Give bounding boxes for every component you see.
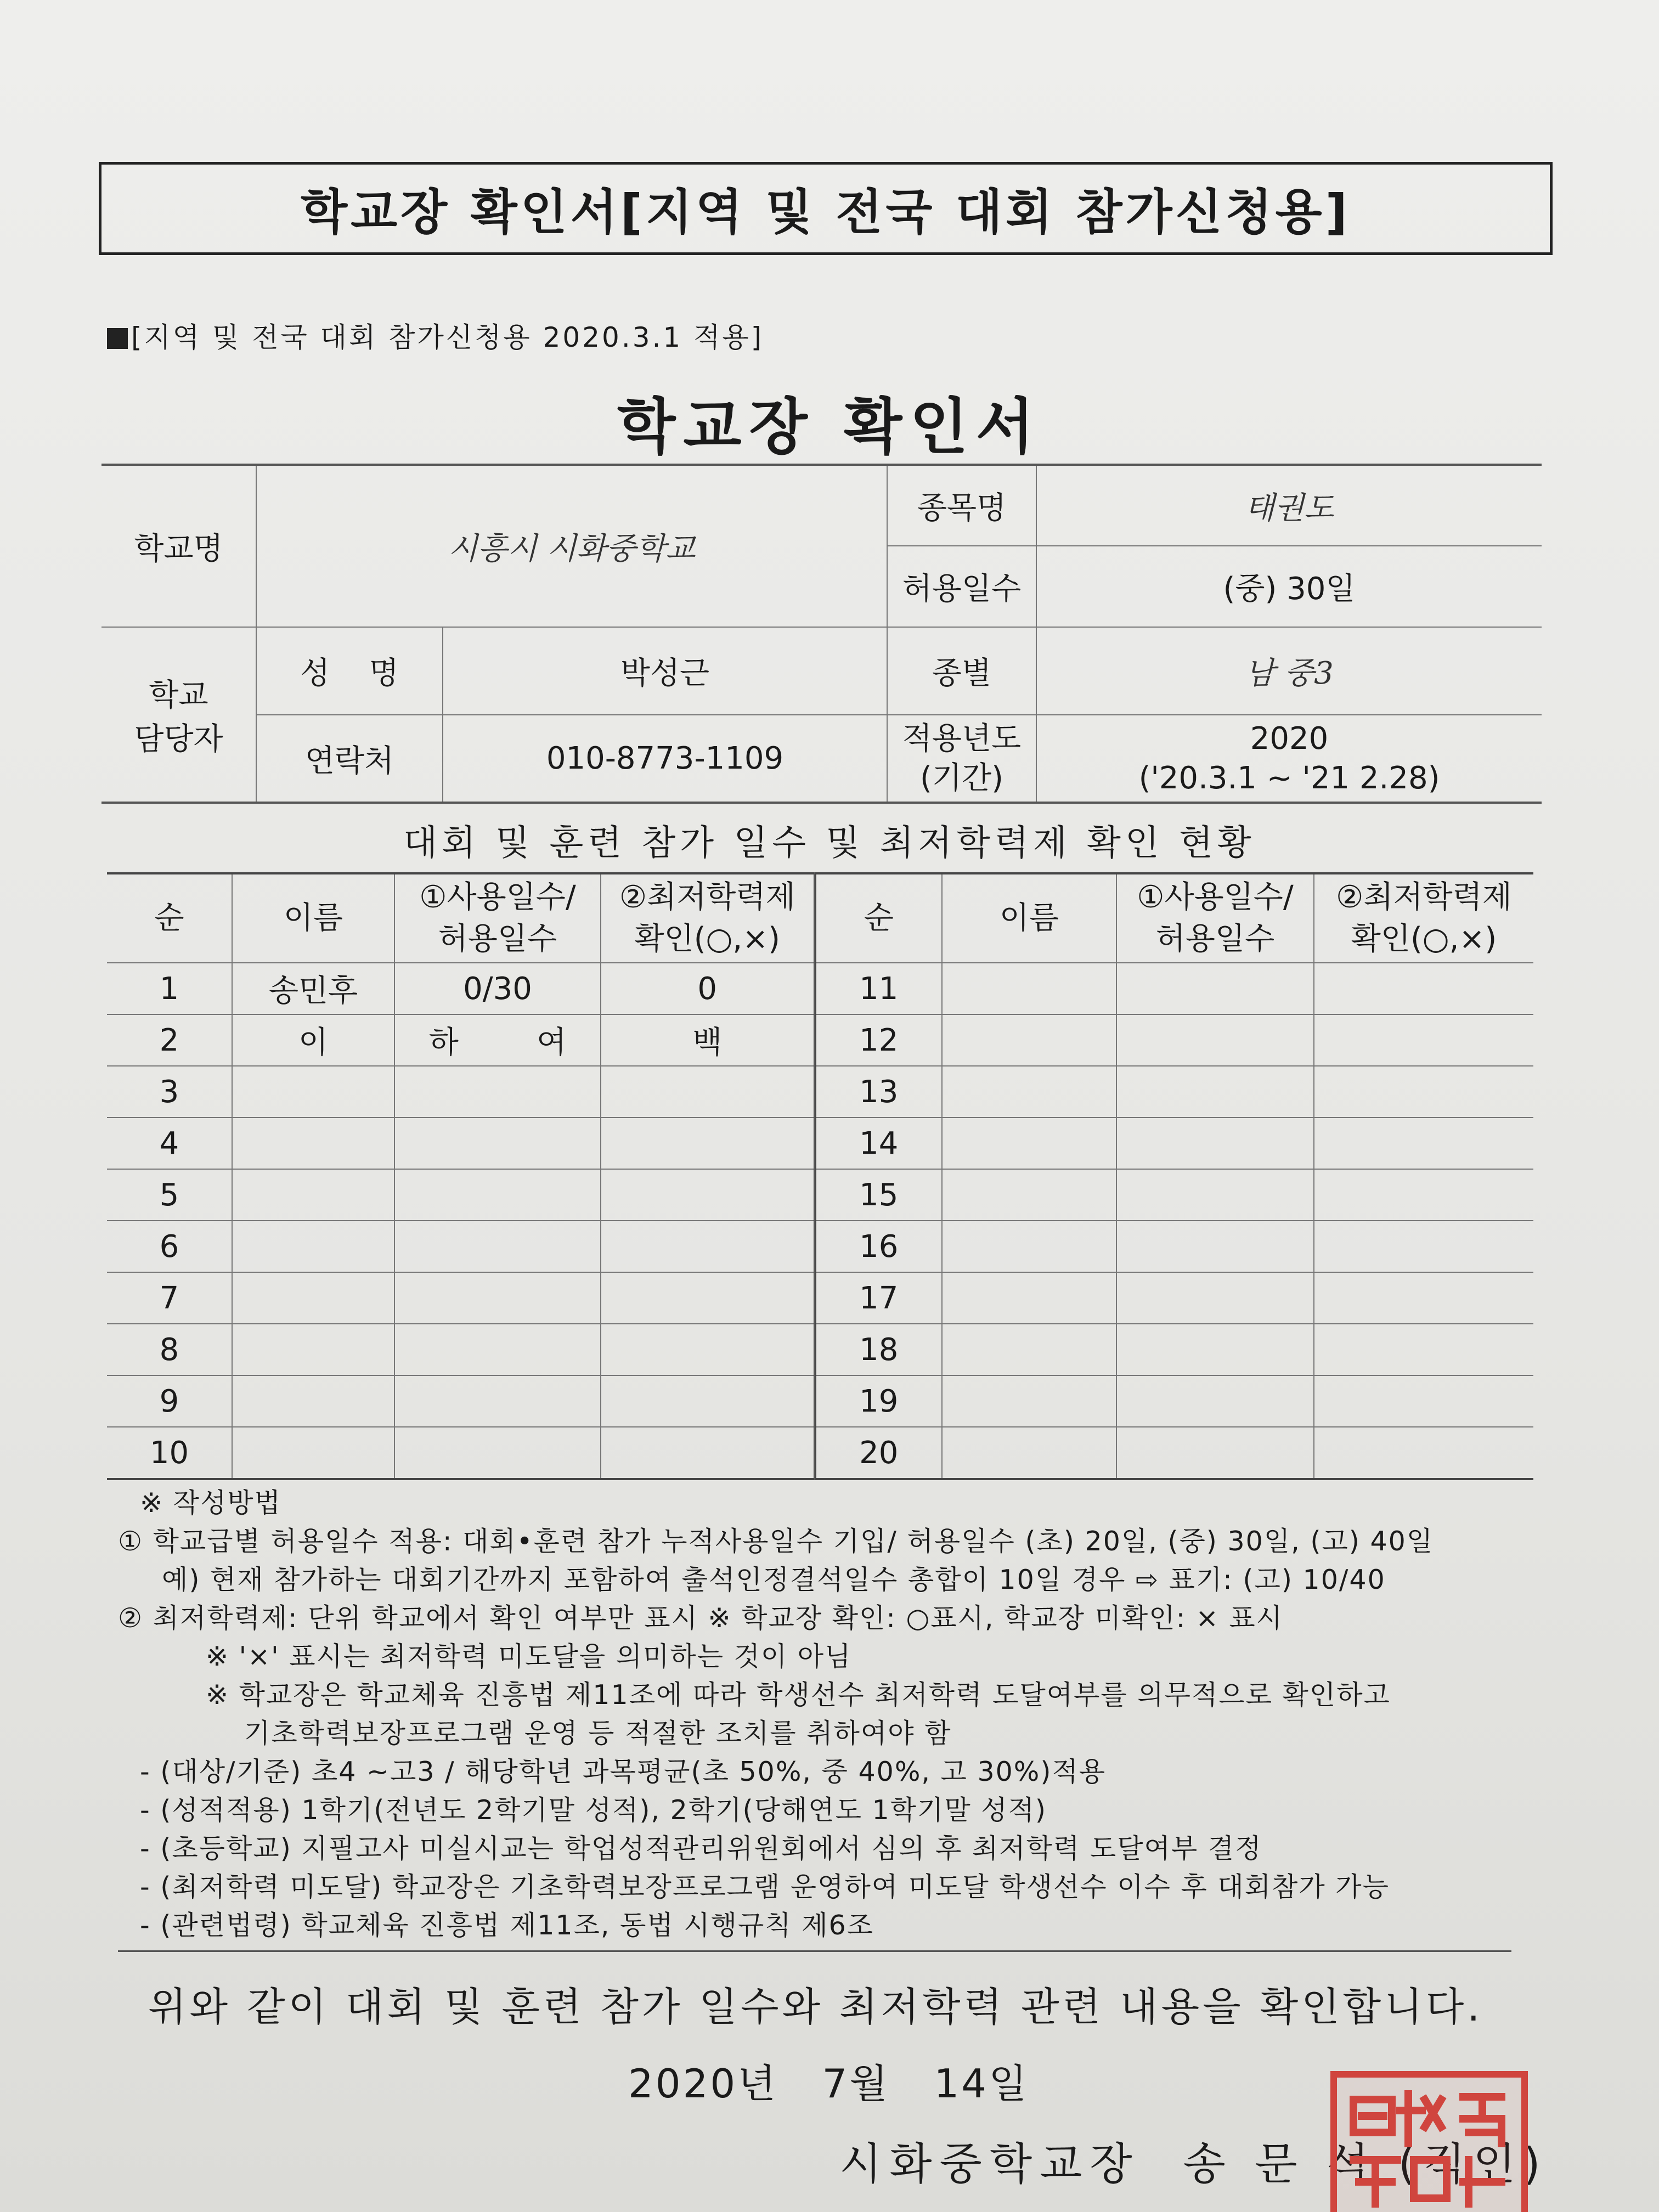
issue-date: 2020년 7월 14일 xyxy=(628,2061,1029,2107)
person-name-label: 성 명 xyxy=(256,627,443,715)
square-bullet-icon xyxy=(107,328,128,349)
section-title: 대회 및 훈련 참가 일수 및 최저학력제 확인 현황 xyxy=(403,823,1256,864)
school-info-table xyxy=(101,464,1542,804)
note-item-2-sub2-cont: 기초학력보장프로그램 운영 등 적절한 조치를 취하여야 함 xyxy=(244,1718,952,1749)
note-item-2-sub1: ※ '×' 표시는 최저학력 미도달을 의미하는 것이 아님 xyxy=(206,1641,852,1672)
header-used-line1: ①사용일수/ xyxy=(1137,879,1294,915)
header-min-right xyxy=(1314,873,1533,963)
form-version-line xyxy=(107,315,764,355)
year-label xyxy=(887,715,1036,803)
row-seq-right: 19 xyxy=(815,1375,942,1427)
notes-section xyxy=(118,1484,1544,1945)
table-header-row xyxy=(107,873,1533,963)
period-value: ('20.3.1 ~ '21 2.28) xyxy=(1138,760,1440,796)
row-used-left: 하 여 xyxy=(394,1014,601,1066)
row-min-right xyxy=(1314,1324,1533,1375)
row-min-right xyxy=(1314,1014,1533,1066)
row-seq-left: 10 xyxy=(107,1427,232,1479)
row-min-right xyxy=(1314,1375,1533,1427)
phone-label: 연락처 xyxy=(256,715,443,803)
row-used-right xyxy=(1116,1014,1314,1066)
row-min-left xyxy=(601,1118,815,1169)
row-seq-right: 18 xyxy=(815,1324,942,1375)
official-seal-stamp xyxy=(1330,2071,1528,2212)
school-name-value: 시흥시 시화중학교 xyxy=(256,465,887,627)
note-item-1-example: 예) 현재 참가하는 대회기간까지 포함하여 출석인정결석일수 총합이 10일 경우 ⇨ 표기: (고) 10/40 xyxy=(162,1564,1386,1595)
row-name-right xyxy=(942,1427,1116,1479)
table-row xyxy=(107,1427,1533,1479)
row-seq-left: 5 xyxy=(107,1169,232,1221)
row-used-left xyxy=(394,1324,601,1375)
row-min-right xyxy=(1314,1118,1533,1169)
row-name-right xyxy=(942,1118,1116,1169)
row-seq-right: 20 xyxy=(815,1427,942,1479)
year-value-cell xyxy=(1036,715,1542,803)
row-used-left xyxy=(394,1375,601,1427)
note-dash-1: - (대상/기준) 초4 ~고3 / 해당학년 과목평균(초 50%, 중 40%, 고 30%)적용 xyxy=(140,1756,1107,1787)
row-name-left xyxy=(232,1272,394,1324)
row-seq-left: 3 xyxy=(107,1066,232,1118)
row-used-right xyxy=(1116,963,1314,1014)
contact-person-label xyxy=(101,627,256,803)
header-seq-left: 순 xyxy=(107,873,232,963)
row-min-right xyxy=(1314,963,1533,1014)
note-dash-2: - (성적적용) 1학기(전년도 2학기말 성적), 2학기(당해연도 1학기말 성적) xyxy=(140,1795,1047,1826)
sport-value: 태권도 xyxy=(1036,465,1542,546)
row-name-right xyxy=(942,1014,1116,1066)
document-title-box: 학교장 확인서[지역 및 전국 대회 참가신청용] xyxy=(99,162,1553,255)
row-name-right xyxy=(942,1221,1116,1272)
row-used-right xyxy=(1116,1221,1314,1272)
row-min-right xyxy=(1314,1066,1533,1118)
row-min-left xyxy=(601,1272,815,1324)
table-row xyxy=(107,1118,1533,1169)
year-value: 2020 xyxy=(1250,720,1329,757)
confirmation-statement: 위와 같이 대회 및 훈련 참가 일수와 최저학력 관련 내용을 확인합니다. xyxy=(148,1984,1483,2030)
table-row xyxy=(107,963,1533,1014)
table-row xyxy=(107,1014,1533,1066)
table-row xyxy=(107,1169,1533,1221)
form-version-text: [지역 및 전국 대회 참가신청용 2020.3.1 적용] xyxy=(131,321,764,353)
header-seq-right: 순 xyxy=(815,873,942,963)
row-used-right xyxy=(1116,1169,1314,1221)
row-seq-right: 16 xyxy=(815,1221,942,1272)
row-min-left xyxy=(601,1427,815,1479)
header-min-line1: ②최저학력제 xyxy=(619,879,795,915)
row-seq-left: 8 xyxy=(107,1324,232,1375)
note-dash-3: - (초등학교) 지필고사 미실시교는 학업성적관리위원회에서 심의 후 최저학력 도달여부 결정 xyxy=(140,1833,1262,1864)
row-min-right xyxy=(1314,1272,1533,1324)
row-min-left xyxy=(601,1324,815,1375)
allowed-days-value: (중) 30일 xyxy=(1036,546,1542,627)
row-name-left xyxy=(232,1427,394,1479)
row-seq-right: 13 xyxy=(815,1066,942,1118)
row-seq-right: 12 xyxy=(815,1014,942,1066)
table-row xyxy=(107,1272,1533,1324)
row-min-left xyxy=(601,1169,815,1221)
header-name-left: 이름 xyxy=(232,873,394,963)
row-name-left xyxy=(232,1118,394,1169)
row-used-left: 0/30 xyxy=(394,963,601,1014)
row-name-right xyxy=(942,1375,1116,1427)
year-label-line2: (기간) xyxy=(920,760,1003,796)
row-min-right xyxy=(1314,1427,1533,1479)
row-name-right xyxy=(942,1169,1116,1221)
sport-label: 종목명 xyxy=(887,465,1036,546)
row-min-left: 0 xyxy=(601,963,815,1014)
note-dash-4: - (최저학력 미도달) 학교장은 기초학력보장프로그램 운영하여 미도달 학생선수 이수 후 대회참가 가능 xyxy=(140,1871,1390,1903)
person-name-value: 박성근 xyxy=(443,627,887,715)
header-min-line2: 확인(○,×) xyxy=(1351,921,1497,957)
row-seq-left: 6 xyxy=(107,1221,232,1272)
row-used-right xyxy=(1116,1066,1314,1118)
row-name-right xyxy=(942,1066,1116,1118)
note-dash-5: - (관련법령) 학교체육 진흥법 제11조, 동법 시행규칙 제6조 xyxy=(140,1910,874,1941)
row-used-right xyxy=(1116,1427,1314,1479)
table-body xyxy=(107,963,1533,1479)
row-name-left xyxy=(232,1066,394,1118)
participation-table xyxy=(107,872,1533,1480)
row-used-left xyxy=(394,1272,601,1324)
table-row xyxy=(107,1221,1533,1272)
row-name-right xyxy=(942,1272,1116,1324)
table-row xyxy=(107,1375,1533,1427)
row-name-left xyxy=(232,1324,394,1375)
note-item-2-sub2: ※ 학교장은 학교체육 진흥법 제11조에 따라 학생선수 최저학력 도달여부를 의무적으로 확인하고 xyxy=(206,1679,1391,1711)
header-used-line1: ①사용일수/ xyxy=(419,879,576,915)
row-name-left xyxy=(232,1375,394,1427)
header-used-line2: 허용일수 xyxy=(1155,921,1275,957)
allowed-days-label: 허용일수 xyxy=(887,546,1036,627)
row-min-left xyxy=(601,1066,815,1118)
header-min-line2: 확인(○,×) xyxy=(634,921,780,957)
year-label-line1: 적용년도 xyxy=(902,720,1022,757)
row-min-left: 백 xyxy=(601,1014,815,1066)
notes-divider xyxy=(118,1950,1511,1952)
row-used-left xyxy=(394,1427,601,1479)
row-name-right xyxy=(942,963,1116,1014)
row-name-right xyxy=(942,1324,1116,1375)
header-used-line2: 허용일수 xyxy=(438,921,557,957)
row-min-right xyxy=(1314,1169,1533,1221)
contact-person-label-line2: 담당자 xyxy=(134,721,223,757)
notes-heading: ※ 작성방법 xyxy=(140,1487,281,1519)
row-seq-left: 9 xyxy=(107,1375,232,1427)
category-label: 종별 xyxy=(887,627,1036,715)
row-used-left xyxy=(394,1118,601,1169)
row-used-right xyxy=(1116,1118,1314,1169)
row-seq-right: 14 xyxy=(815,1118,942,1169)
row-used-right xyxy=(1116,1375,1314,1427)
note-item-2: ② 최저학력제: 단위 학교에서 확인 여부만 표시 ※ 학교장 확인: ○표시, 학교장 미확인: × 표시 xyxy=(118,1602,1283,1634)
phone-value: 010-8773-1109 xyxy=(443,715,887,803)
row-seq-right: 15 xyxy=(815,1169,942,1221)
header-used-left xyxy=(394,873,601,963)
row-used-left xyxy=(394,1066,601,1118)
row-seq-right: 17 xyxy=(815,1272,942,1324)
table-row xyxy=(107,1324,1533,1375)
seal-glyphs xyxy=(1337,2078,1521,2212)
row-name-left xyxy=(232,1169,394,1221)
row-seq-left: 2 xyxy=(107,1014,232,1066)
row-name-left: 송민후 xyxy=(232,963,394,1014)
contact-person-label-line1: 학교 xyxy=(149,677,208,713)
principal-signature-line: 시화중학교장 송 문 석 (직인) xyxy=(839,2138,1548,2190)
row-seq-left: 7 xyxy=(107,1272,232,1324)
row-min-left xyxy=(601,1221,815,1272)
row-name-left xyxy=(232,1221,394,1272)
header-name-right: 이름 xyxy=(942,873,1116,963)
main-title: 학교장 확인서 xyxy=(617,392,1042,462)
header-min-left xyxy=(601,873,815,963)
row-seq-left: 4 xyxy=(107,1118,232,1169)
row-used-left xyxy=(394,1221,601,1272)
row-seq-left: 1 xyxy=(107,963,232,1014)
row-seq-right: 11 xyxy=(815,963,942,1014)
school-name-label: 학교명 xyxy=(101,465,256,627)
row-min-left xyxy=(601,1375,815,1427)
table-row xyxy=(107,1066,1533,1118)
header-min-line1: ②최저학력제 xyxy=(1336,879,1512,915)
row-min-right xyxy=(1314,1221,1533,1272)
row-used-left xyxy=(394,1169,601,1221)
note-item-1: ① 학교급별 허용일수 적용: 대회•훈련 참가 누적사용일수 기입/ 허용일수 (초) 20일, (중) 30일, (고) 40일 xyxy=(118,1526,1434,1557)
header-used-right xyxy=(1116,873,1314,963)
category-value: 남 중3 xyxy=(1036,627,1542,715)
row-used-right xyxy=(1116,1272,1314,1324)
row-name-left: 이 xyxy=(232,1014,394,1066)
row-used-right xyxy=(1116,1324,1314,1375)
